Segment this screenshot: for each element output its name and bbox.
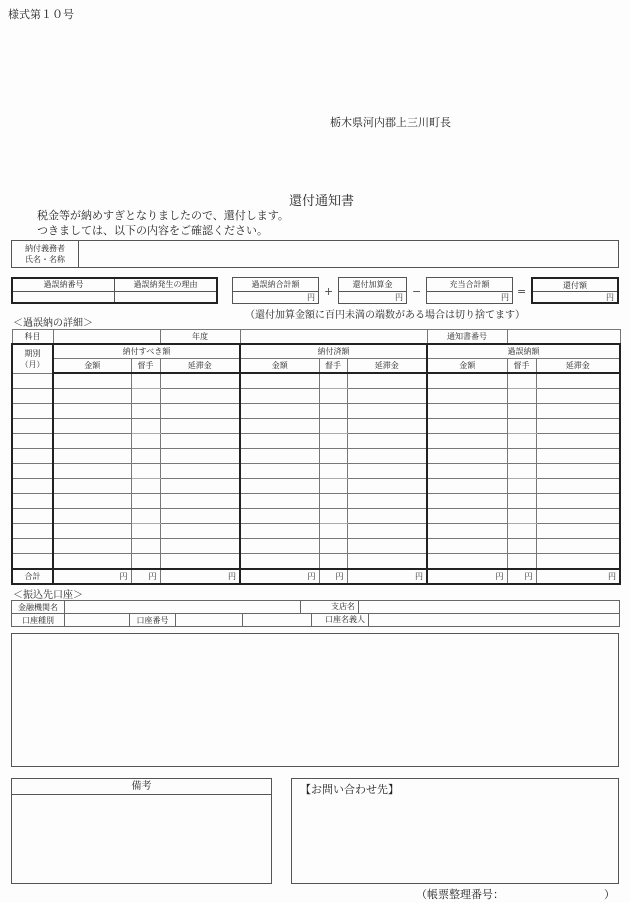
due-late-cell[interactable] (160, 494, 240, 509)
subject-label: 科目 (12, 330, 53, 345)
detail-row (12, 389, 620, 404)
due-late-cell[interactable] (160, 464, 240, 479)
overpaid-reminder-cell[interactable] (507, 494, 536, 509)
overpaid-amount-cell[interactable] (427, 434, 507, 449)
due-late-cell[interactable] (160, 539, 240, 554)
contact-label: 【お問い合わせ先】 (300, 783, 399, 796)
paid-reminder-cell[interactable] (319, 373, 347, 389)
overpaid-late-cell[interactable] (536, 389, 620, 404)
account-holder-label: 口座名義人 (311, 614, 369, 626)
taxpayer-label: 納付義務者 氏名・名称 (12, 241, 79, 267)
detail-row (12, 404, 620, 419)
due-reminder-cell[interactable] (131, 434, 160, 449)
refund-amount-label: 還付額 (533, 279, 617, 292)
issuer-name: 栃木県河内郡上三川町長 (330, 116, 451, 129)
due-amount-cell[interactable] (53, 419, 131, 434)
due-reminder-cell[interactable] (131, 464, 160, 479)
paid-reminder-cell[interactable] (319, 404, 347, 419)
period-cell[interactable] (12, 524, 53, 539)
total-paid-amount[interactable]: 円 (240, 569, 319, 584)
period-cell[interactable] (12, 539, 53, 554)
period-cell[interactable] (12, 434, 53, 449)
detail-section-title: ＜過誤納の詳細＞ (13, 318, 93, 329)
overpaid-amount-cell[interactable] (427, 404, 507, 419)
paid-amount-cell[interactable] (240, 404, 319, 419)
group-header-due: 納付すべき額 (53, 344, 240, 359)
period-cell[interactable] (12, 494, 53, 509)
appropriation-total-label: 充当合計額 (427, 278, 512, 292)
due-amount-cell[interactable] (53, 509, 131, 524)
detail-row (12, 554, 620, 570)
overpaid-late-cell[interactable] (536, 509, 620, 524)
due-reminder-cell[interactable] (131, 449, 160, 464)
total-overpaid-late[interactable]: 円 (536, 569, 620, 584)
paid-late-cell[interactable] (347, 479, 427, 494)
subcol-amount: 金額 (427, 359, 507, 374)
paid-reminder-cell[interactable] (319, 554, 347, 570)
total-paid-reminder[interactable]: 円 (319, 569, 347, 584)
paid-amount-cell[interactable] (240, 373, 319, 389)
overpaid-amount-cell[interactable] (427, 509, 507, 524)
overpaid-reminder-cell[interactable] (507, 479, 536, 494)
due-reminder-cell[interactable] (131, 373, 160, 389)
refund-addition-label: 還付加算金 (339, 278, 406, 292)
due-amount-cell[interactable] (53, 479, 131, 494)
due-reminder-cell[interactable] (131, 554, 160, 570)
due-late-cell[interactable] (160, 434, 240, 449)
refund-addition-box (338, 277, 407, 304)
total-paid-late[interactable]: 円 (347, 569, 427, 584)
overpaid-reminder-cell[interactable] (507, 419, 536, 434)
due-late-cell[interactable] (160, 389, 240, 404)
overpaid-reminder-cell[interactable] (507, 509, 536, 524)
paid-late-cell[interactable] (347, 449, 427, 464)
due-late-cell[interactable] (160, 449, 240, 464)
paid-amount-cell[interactable] (240, 419, 319, 434)
account-holder-field[interactable] (369, 614, 619, 626)
year-label: 年度 (160, 330, 240, 345)
paid-reminder-cell[interactable] (319, 449, 347, 464)
overpaid-reminder-cell[interactable] (507, 554, 536, 570)
total-due-late[interactable]: 円 (160, 569, 240, 584)
message-area[interactable] (11, 633, 619, 767)
due-reminder-cell[interactable] (131, 539, 160, 554)
equals-sign: = (517, 285, 527, 298)
page-title: 還付通知書 (289, 194, 355, 209)
overpaid-late-cell[interactable] (536, 554, 620, 570)
account-type-field[interactable] (65, 614, 130, 627)
overpaid-late-cell[interactable] (536, 524, 620, 539)
period-label: 期別 （月） (12, 344, 53, 373)
remarks-field[interactable] (12, 795, 271, 883)
due-late-cell[interactable] (160, 373, 240, 389)
total-label: 合計 (12, 569, 53, 584)
form-number: 様式第１０号 (8, 8, 74, 21)
overpaid-total-box (232, 277, 319, 304)
overpaid-reminder-cell[interactable] (507, 449, 536, 464)
overpayment-number-field[interactable] (13, 292, 115, 302)
due-amount-cell[interactable] (53, 404, 131, 419)
detail-row (12, 419, 620, 434)
paid-late-cell[interactable] (347, 524, 427, 539)
subcol-late-fee: 延滞金 (536, 359, 620, 374)
form-control-number-label: （帳票整理番号： (416, 888, 504, 901)
detail-row (12, 539, 620, 554)
paid-reminder-cell[interactable] (319, 494, 347, 509)
overpaid-late-cell[interactable] (536, 464, 620, 479)
total-overpaid-amount[interactable]: 円 (427, 569, 507, 584)
overpayment-reason-label: 過誤納発生の理由 (115, 279, 216, 292)
plus-sign: + (324, 285, 334, 298)
due-amount-cell[interactable] (53, 434, 131, 449)
overpaid-amount-cell[interactable] (427, 373, 507, 389)
overpaid-reminder-cell[interactable] (507, 404, 536, 419)
period-cell[interactable] (12, 509, 53, 524)
paid-late-cell[interactable] (347, 373, 427, 389)
refund-addition-field[interactable]: 円 (395, 293, 403, 302)
due-reminder-cell[interactable] (131, 509, 160, 524)
paid-reminder-cell[interactable] (319, 464, 347, 479)
due-amount-cell[interactable] (53, 449, 131, 464)
refund-amount-box (531, 277, 619, 304)
overpaid-late-cell[interactable] (536, 434, 620, 449)
subject-field[interactable] (53, 330, 160, 345)
due-amount-cell[interactable] (53, 494, 131, 509)
subcol-reminder-fee: 督手 (507, 359, 536, 374)
taxpayer-name-field[interactable] (80, 241, 618, 267)
due-amount-cell[interactable] (53, 373, 131, 389)
period-cell[interactable] (12, 389, 53, 404)
period-cell[interactable] (12, 449, 53, 464)
detail-row (12, 373, 620, 389)
contact-box (291, 778, 619, 884)
paid-late-cell[interactable] (347, 539, 427, 554)
paid-reminder-cell[interactable] (319, 389, 347, 404)
due-late-cell[interactable] (160, 479, 240, 494)
due-reminder-cell[interactable] (131, 494, 160, 509)
overpaid-reminder-cell[interactable] (507, 464, 536, 479)
form-control-number-close: ） (604, 888, 615, 901)
paid-reminder-cell[interactable] (319, 524, 347, 539)
detail-row (12, 509, 620, 524)
due-reminder-cell[interactable] (131, 479, 160, 494)
overpaid-amount-cell[interactable] (427, 464, 507, 479)
overpaid-amount-cell[interactable] (427, 524, 507, 539)
overpaid-amount-cell[interactable] (427, 419, 507, 434)
intro-line-1: 税金等が納めすぎとなりましたので、還付します。 (37, 209, 289, 222)
notice-number-label: 通知書番号 (427, 330, 507, 345)
paid-amount-cell[interactable] (240, 494, 319, 509)
paid-late-cell[interactable] (347, 554, 427, 570)
rounding-note: （還付加算金額に百円未満の端数がある場合は切り捨てます） (245, 310, 525, 321)
overpaid-reminder-cell[interactable] (507, 389, 536, 404)
overpayment-number-label: 過誤納番号 (13, 279, 115, 292)
group-header-paid: 納付済額 (240, 344, 427, 359)
overpayment-reason-field[interactable] (115, 292, 216, 302)
total-overpaid-reminder[interactable]: 円 (507, 569, 536, 584)
due-reminder-cell[interactable] (131, 524, 160, 539)
overpaid-amount-cell[interactable] (427, 389, 507, 404)
due-amount-cell[interactable] (53, 539, 131, 554)
remarks-label: 備考 (12, 779, 271, 795)
paid-late-cell[interactable] (347, 404, 427, 419)
institution-field[interactable] (65, 601, 301, 614)
detail-row (12, 434, 620, 449)
overpaid-reminder-cell[interactable] (507, 373, 536, 389)
overpayment-info-box (11, 277, 218, 304)
paid-amount-cell[interactable] (240, 434, 319, 449)
bank-section-title: ＜振込先口座＞ (13, 590, 83, 601)
overpaid-amount-cell[interactable] (427, 494, 507, 509)
branch-label: 支店名 (301, 601, 359, 613)
paid-amount-cell[interactable] (240, 509, 319, 524)
overpaid-late-cell[interactable] (536, 494, 620, 509)
due-late-cell[interactable] (160, 419, 240, 434)
overpaid-late-cell[interactable] (536, 373, 620, 389)
branch-field[interactable] (359, 601, 619, 613)
period-cell[interactable] (12, 479, 53, 494)
detail-row (12, 449, 620, 464)
subcol-late-fee: 延滞金 (347, 359, 427, 374)
subcol-amount: 金額 (240, 359, 319, 374)
paid-reminder-cell[interactable] (319, 479, 347, 494)
due-reminder-cell[interactable] (131, 389, 160, 404)
overpaid-late-cell[interactable] (536, 404, 620, 419)
account-number-field[interactable] (176, 614, 243, 627)
detail-row (12, 464, 620, 479)
overpaid-amount-cell[interactable] (427, 539, 507, 554)
appropriation-total-box (426, 277, 513, 304)
overpaid-reminder-cell[interactable] (507, 524, 536, 539)
paid-late-cell[interactable] (347, 494, 427, 509)
overpaid-amount-cell[interactable] (427, 479, 507, 494)
due-late-cell[interactable] (160, 404, 240, 419)
total-due-reminder[interactable]: 円 (131, 569, 160, 584)
due-late-cell[interactable] (160, 509, 240, 524)
minus-sign: − (412, 285, 422, 298)
paid-reminder-cell[interactable] (319, 509, 347, 524)
institution-label: 金融機関名 (12, 601, 65, 614)
due-amount-cell[interactable] (53, 389, 131, 404)
period-cell[interactable] (12, 464, 53, 479)
paid-reminder-cell[interactable] (319, 539, 347, 554)
detail-row (12, 479, 620, 494)
overpaid-late-cell[interactable] (536, 479, 620, 494)
period-cell[interactable] (12, 373, 53, 389)
account-type-label: 口座種別 (12, 614, 65, 627)
paid-late-cell[interactable] (347, 419, 427, 434)
form-control-number-field (510, 886, 600, 900)
paid-amount-cell[interactable] (240, 554, 319, 570)
due-reminder-cell[interactable] (131, 419, 160, 434)
overpaid-late-cell[interactable] (536, 449, 620, 464)
due-reminder-cell[interactable] (131, 404, 160, 419)
taxpayer-box (11, 240, 619, 268)
subcol-reminder-fee: 督手 (131, 359, 160, 374)
paid-late-cell[interactable] (347, 509, 427, 524)
remarks-box (11, 778, 272, 884)
subcol-reminder-fee: 督手 (319, 359, 347, 374)
due-amount-cell[interactable] (53, 464, 131, 479)
paid-late-cell[interactable] (347, 464, 427, 479)
period-cell[interactable] (12, 404, 53, 419)
total-due-amount[interactable]: 円 (53, 569, 131, 584)
overpaid-reminder-cell[interactable] (507, 434, 536, 449)
detail-rows (12, 373, 620, 569)
appropriation-total-field[interactable]: 円 (501, 293, 509, 302)
bank-account-table (11, 600, 620, 627)
subcol-late-fee: 延滞金 (160, 359, 240, 374)
detail-row (12, 524, 620, 539)
detail-row (12, 494, 620, 509)
notice-number-field[interactable] (507, 330, 620, 345)
paid-reminder-cell[interactable] (319, 419, 347, 434)
paid-amount-cell[interactable] (240, 389, 319, 404)
due-late-cell[interactable] (160, 524, 240, 539)
overpaid-amount-cell[interactable] (427, 449, 507, 464)
overpayment-detail-table (11, 329, 621, 585)
group-header-overpaid: 過誤納額 (427, 344, 620, 359)
year-field[interactable] (240, 330, 427, 345)
subcol-amount: 金額 (53, 359, 131, 374)
overpaid-total-label: 過誤納合計額 (233, 278, 318, 292)
paid-amount-cell[interactable] (240, 539, 319, 554)
overpaid-late-cell[interactable] (536, 419, 620, 434)
paid-amount-cell[interactable] (240, 464, 319, 479)
account-number-label: 口座番号 (130, 614, 176, 627)
period-cell[interactable] (12, 554, 53, 570)
paid-late-cell[interactable] (347, 434, 427, 449)
overpaid-total-field[interactable]: 円 (307, 293, 315, 302)
overpaid-amount-cell[interactable] (427, 554, 507, 570)
due-late-cell[interactable] (160, 554, 240, 570)
overpaid-late-cell[interactable] (536, 539, 620, 554)
intro-line-2: つきましては、以下の内容をご確認ください。 (37, 224, 268, 237)
paid-amount-cell[interactable] (240, 524, 319, 539)
due-amount-cell[interactable] (53, 554, 131, 570)
due-amount-cell[interactable] (53, 524, 131, 539)
paid-reminder-cell[interactable] (319, 434, 347, 449)
paid-amount-cell[interactable] (240, 479, 319, 494)
overpaid-reminder-cell[interactable] (507, 539, 536, 554)
period-cell[interactable] (12, 419, 53, 434)
paid-amount-cell[interactable] (240, 449, 319, 464)
paid-late-cell[interactable] (347, 389, 427, 404)
refund-amount-field[interactable]: 円 (606, 293, 614, 302)
